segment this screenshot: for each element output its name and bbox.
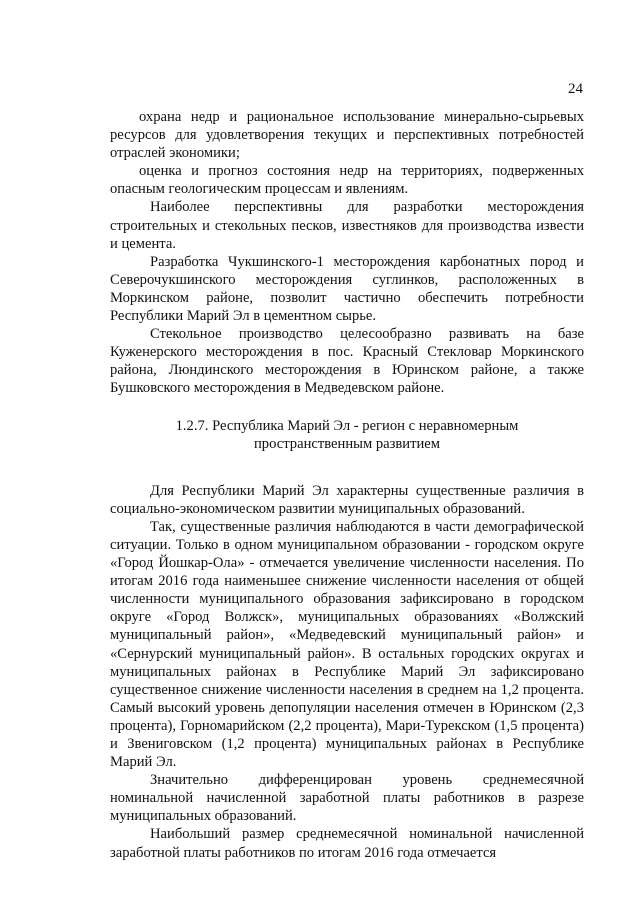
paragraph-glass-production: Стекольное производство целесообразно развивать на базе Куженерского месторождения в пос. Красный Стекловар Моркинского района, Люндинского месторождения в Юринском районе, а также Бушковского месторождения в Медведевском районе.	[110, 326, 584, 397]
paragraph-chukshinsky-deposit: Разработка Чукшинского-1 месторождения карбонатных пород и Северочукшинского месторождения суглинков, расположенных в Моркинском районе, позволит частично обеспечить потребности Республики Марий Эл в цементном сырье.	[110, 253, 584, 325]
paragraph-wage-differentiation: Значительно дифференцирован уровень среднемесячной номинальной начисленной заработной платы работников в разрезе муниципальных образований.	[110, 772, 584, 825]
paragraph-subsoil-protection: охрана недр и рациональное использование минерально-сырьевых ресурсов для удовлетворения текущих и перспективных потребностей отраслей экономики;	[110, 109, 584, 162]
paragraph-highest-wage: Наибольший размер среднемесячной номинальной начисленной заработной платы работников по итогам 2016 года отмечается	[110, 826, 584, 861]
page-number: 24	[568, 81, 583, 97]
section-heading-line2: пространственным развитием	[254, 435, 440, 452]
document-body	[110, 108, 584, 862]
paragraph-regional-differences: Для Республики Марий Эл характерны существенные различия в социально-экономическом развитии муниципальных образований.	[110, 482, 584, 517]
paragraph-promising-deposits: Наиболее перспективны для разработки месторождения строительных и стекольных песков, известняков для производства извести и цемента.	[110, 199, 584, 252]
section-heading-line1: 1.2.7. Республика Марий Эл - регион с неравномерным	[175, 417, 519, 434]
section-heading	[110, 417, 584, 453]
paragraph-subsoil-assessment: оценка и прогноз состояния недр на территориях, подверженных опасным геологическим процессам и явлениям.	[110, 163, 584, 198]
paragraph-demographic-situation: Так, существенные различия наблюдаются в части демографической ситуации. Только в одном муниципальном образовании - городском округе «Город Йошкар-Ола» - отмечается увеличение численности населения. По итогам 2016 года наименьшее снижение численности населения от общей численности муниципального образования зафиксировано в городском округе «Город Волжск», муниципальных образованиях «Волжский муниципальный район», «Медведевский муниципальный район» и «Сернурский муниципальный район». В остальных городских округах и муниципальных районах в Республике Марий Эл зафиксировано существенное снижение численности населения в среднем на 1,2 процента. Самый высокий уровень депопуляции населения отмечен в Юринском (2,3 процента), Горномарийском (2,2 процента), Мари-Турекском (1,5 процента) и Звениговском (1,2 процента) муниципальных районах в Республике Марий Эл.	[110, 518, 584, 771]
